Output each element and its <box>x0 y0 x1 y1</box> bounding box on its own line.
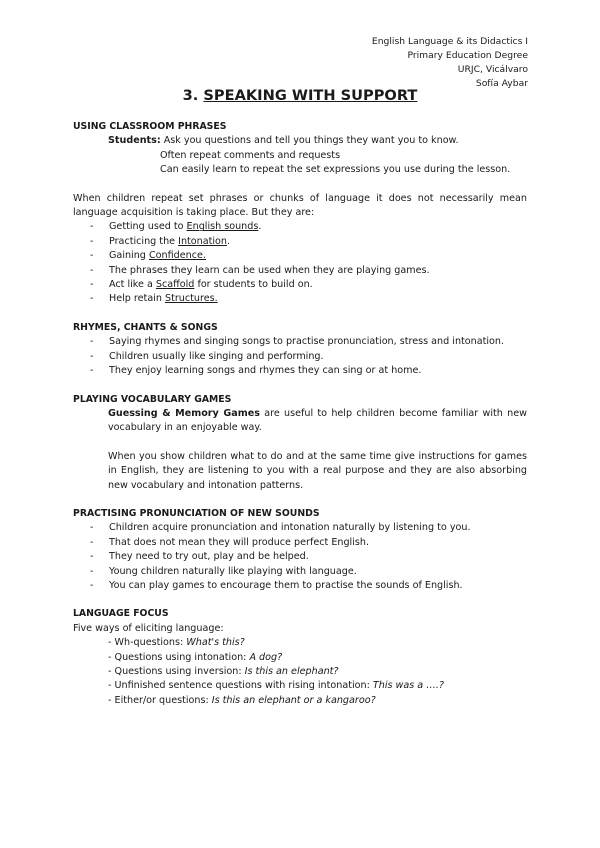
list-item: - Getting used to English sounds. <box>73 220 527 234</box>
section-heading: USING CLASSROOM PHRASES <box>73 121 227 132</box>
students-line: Can easily learn to repeat the set expressions you use during the lesson. <box>160 164 511 176</box>
list-item: - That does not mean they will produce perfect English. <box>73 536 527 550</box>
paragraph: Guessing & Memory Games are useful to help children become familiar with new vocabulary in an enjoyable way. <box>108 407 527 434</box>
list-item: - You can play games to encourage them to practise the sounds of English. <box>73 579 527 593</box>
eliciting-list <box>73 636 527 708</box>
page-title <box>0 87 600 104</box>
header-author: Sofía Aybar <box>475 78 528 89</box>
section-heading: PRACTISING PRONUNCIATION OF NEW SOUNDS <box>73 507 320 519</box>
list-item: - Act like a Scaffold for students to build on. <box>73 278 527 292</box>
list-item: - Children acquire pronunciation and intonation naturally by listening to you. <box>73 521 527 535</box>
bullet-list <box>73 220 527 306</box>
document-body <box>73 120 527 708</box>
section-language-focus <box>73 607 527 708</box>
list-item: - Unfinished sentence questions with rising intonation: This was a ….? <box>108 680 444 692</box>
students-line: Ask you questions and tell you things they want you to know. <box>160 135 459 147</box>
section-heading: PLAYING VOCABULARY GAMES <box>73 393 232 405</box>
title-text: SPEAKING WITH SUPPORT <box>203 87 418 104</box>
students-label: Students: <box>108 135 161 147</box>
bullet-list <box>73 335 527 378</box>
section-rhymes <box>73 321 527 379</box>
section-classroom-phrases <box>73 120 527 307</box>
list-item: - Gaining Confidence. <box>73 249 527 263</box>
list-item: - Questions using inversion: Is this an elephant? <box>108 666 339 677</box>
students-block <box>108 134 527 177</box>
list-item: - Questions using intonation: A dog? <box>108 651 283 663</box>
list-item: - They enjoy learning songs and rhymes they can sing or at home. <box>73 364 527 378</box>
section-pronunciation <box>73 507 527 593</box>
bullet-list <box>73 521 527 593</box>
list-item: - Young children naturally like playing with language. <box>73 565 527 579</box>
list-item: - Saying rhymes and singing songs to practise pronunciation, stress and intonation. <box>73 335 527 349</box>
header-degree: Primary Education Degree <box>407 50 528 61</box>
paragraph: When children repeat set phrases or chunks of language it does not necessarily mean language acquisition is taking place. But they are: <box>73 192 527 219</box>
paragraph: Five ways of eliciting language: <box>73 622 224 634</box>
students-line: Often repeat comments and requests <box>160 149 341 161</box>
list-item: - They need to try out, play and be helped. <box>73 550 527 564</box>
list-item: - Help retain Structures. <box>73 292 527 306</box>
paragraph: When you show children what to do and at the same time give instructions for games in English, they are listening to you with a real purpose and they are also absorbing new vocabulary and intonation patterns. <box>108 450 527 491</box>
list-item: - Practicing the Intonation. <box>73 235 527 249</box>
section-heading: LANGUAGE FOCUS <box>73 608 169 620</box>
page-header <box>372 35 528 91</box>
list-item: - Children usually like singing and performing. <box>73 350 527 364</box>
list-item: - Wh-questions: What's this? <box>108 637 245 649</box>
title-number: 3. <box>182 87 204 104</box>
header-university: URJC, Vicálvaro <box>457 64 528 75</box>
section-vocabulary-games <box>73 393 527 493</box>
header-course: English Language & its Didactics I <box>371 36 528 47</box>
section-heading: RHYMES, CHANTS & SONGS <box>73 321 218 333</box>
list-item: - Either/or questions: Is this an elephant or a kangaroo? <box>108 694 376 706</box>
list-item: - The phrases they learn can be used when they are playing games. <box>73 264 527 278</box>
